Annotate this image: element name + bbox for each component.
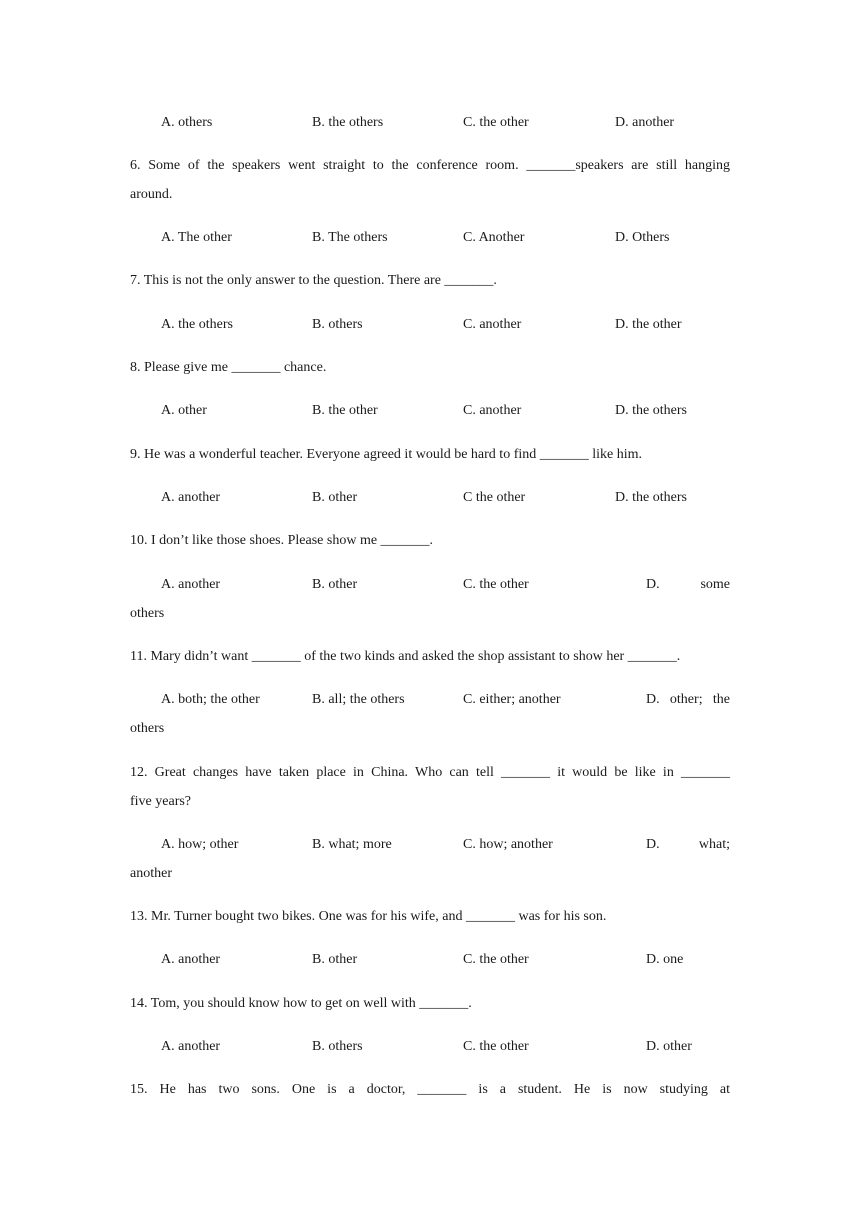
q10-options (161, 575, 730, 595)
q7-option-d: D. the other (615, 317, 682, 332)
q14-options (161, 1037, 730, 1057)
q11-option-c: C. either; another (463, 692, 561, 707)
q6-options (161, 228, 730, 248)
q9-option-a: A. another (161, 490, 221, 505)
q5-option-b: B. the others (312, 115, 384, 130)
q6-question-line2: around. (130, 187, 173, 202)
q11-option-b: B. all; the others (312, 692, 405, 707)
q12-option-d (646, 835, 730, 855)
q8-question: 8. Please give me _______ chance. (130, 360, 327, 375)
q10-option-a: A. another (161, 577, 221, 592)
q13-options (161, 950, 730, 970)
q13-option-b: B. other (312, 952, 358, 967)
q9-option-c: C the other (463, 490, 526, 505)
q10-option-d (646, 575, 730, 595)
q5-options (161, 113, 730, 133)
q14-option-b: B. others (312, 1039, 363, 1054)
q8-options (161, 401, 730, 421)
q9-option-d: D. the others (615, 490, 687, 505)
q10-option-d-continuation: others (130, 606, 165, 621)
q11-option-d-continuation: others (130, 721, 165, 736)
q7-option-c: C. another (463, 317, 522, 332)
q6-question-line1: 6. Some of the speakers went straight to the conference room. _______speakers are still hanging (130, 158, 730, 173)
q14-option-a: A. another (161, 1039, 221, 1054)
q14-question: 14. Tom, you should know how to get on well with _______. (130, 996, 472, 1011)
q12-question-line2: five years? (130, 794, 192, 809)
q13-option-c: C. the other (463, 952, 529, 967)
q8-option-d: D. the others (615, 403, 687, 418)
q7-question: 7. This is not the only answer to the question. There are _______. (130, 273, 497, 288)
q6-option-b: B. The others (312, 230, 388, 245)
q7-option-a: A. the others (161, 317, 233, 332)
q10-option-c: C. the other (463, 577, 529, 592)
q10-option-d-letter: D. (646, 577, 660, 592)
q12-option-d-letter: D. (646, 837, 660, 852)
q14-option-c: C. the other (463, 1039, 529, 1054)
q11-option-d-word2: the (712, 692, 730, 707)
q12-options (161, 835, 730, 855)
q15-question-line1: 15. He has two sons. One is a doctor, _______ is a student. He is now studying at (130, 1082, 730, 1097)
q10-option-d-word: some (700, 577, 730, 592)
q12-option-c: C. how; another (463, 837, 553, 852)
q5-option-a: A. others (161, 115, 213, 130)
q11-option-d (646, 690, 730, 710)
q12-option-d-word: what; (698, 837, 730, 852)
q6-option-a: A. The other (161, 230, 232, 245)
q6-option-c: C. Another (463, 230, 525, 245)
q11-option-a: A. both; the other (161, 692, 260, 707)
q10-option-b: B. other (312, 577, 358, 592)
q9-option-b: B. other (312, 490, 358, 505)
q5-option-c: C. the other (463, 115, 529, 130)
q12-question-line1: 12. Great changes have taken place in China. Who can tell _______ it would be like in _______ (130, 765, 730, 780)
q11-option-d-word1: other; (669, 692, 703, 707)
q8-option-c: C. another (463, 403, 522, 418)
q13-question: 13. Mr. Turner bought two bikes. One was for his wife, and _______ was for his son. (130, 909, 607, 924)
q10-question: 10. I don’t like those shoes. Please show me _______. (130, 533, 434, 548)
q13-option-d: D. one (646, 952, 684, 967)
q9-question: 9. He was a wonderful teacher. Everyone agreed it would be hard to find _______ like him. (130, 447, 643, 462)
q11-options (161, 690, 730, 710)
q12-option-d-continuation: another (130, 866, 172, 881)
q7-option-b: B. others (312, 317, 363, 332)
q13-option-a: A. another (161, 952, 221, 967)
q7-options (161, 315, 730, 335)
q9-options (161, 488, 730, 508)
q8-option-b: B. the other (312, 403, 378, 418)
q11-option-d-letter: D. (646, 692, 660, 707)
q8-option-a: A. other (161, 403, 207, 418)
q12-option-b: B. what; more (312, 837, 392, 852)
q5-option-d: D. another (615, 115, 675, 130)
q14-option-d: D. other (646, 1039, 692, 1054)
q11-question: 11. Mary didn’t want _______ of the two kinds and asked the shop assistant to show her _______. (130, 649, 681, 664)
q6-option-d: D. Others (615, 230, 670, 245)
q12-option-a: A. how; other (161, 837, 239, 852)
